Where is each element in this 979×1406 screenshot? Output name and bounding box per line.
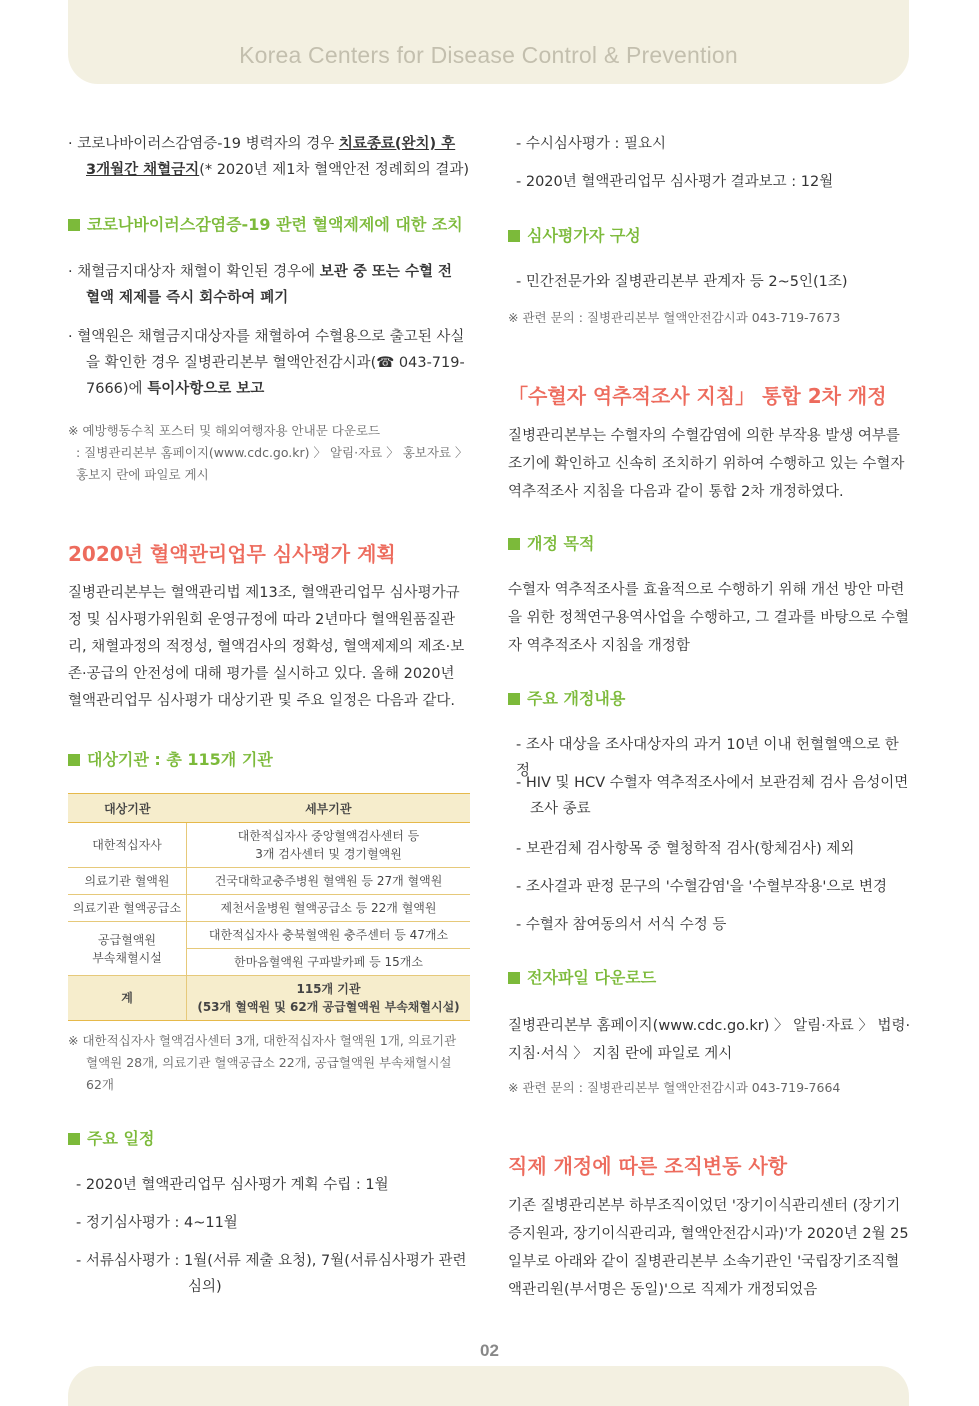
table-cell: 건국대학교충주병원 혈액원 등 27개 혈액원: [187, 868, 471, 895]
header-band: [68, 0, 909, 84]
subheading-main-schedule: 주요 일정: [68, 1127, 470, 1151]
bullet-item: · 코로나바이러스감염증-19 병력자의 경우 치료종료(완치) 후 3개월간 채혈금지(* 2020년 제1차 혈액안전 정례회의 결과): [68, 136, 470, 178]
page-number: 02: [480, 1341, 499, 1360]
schedule-item: - 정기심사평가 : 4~11월: [76, 1215, 238, 1231]
section-body-reorganization: 기존 질병관리본부 하부조직이었던 '장기이식관리센터 (장기기증지원과, 장기이식관리과, 혈액안전감시과)'가 2020년 2월 25일부로 아래와 같이 질병관리본부 소속기관인 '국립장기조직혈액관리원(부서명은 동일)'으로 직제가 개정되었음: [508, 1198, 909, 1298]
schedule-item: - 서류심사평가 : 1월(서류 제출 요청), 7월(서류심사평가 관련 심의): [76, 1253, 467, 1295]
subheading-revision-purpose: 개정 목적: [508, 532, 911, 556]
revision-item: - 조사결과 판정 문구의 '수혈감염'을 '수혈부작용'으로 변경: [516, 879, 887, 895]
section-title-review-plan: 2020년 혈액관리업무 심사평가 계획: [68, 542, 396, 566]
institutions-table-wrap: [68, 793, 470, 1021]
table-cell: 계: [68, 976, 187, 1021]
table-row: [68, 895, 470, 922]
schedule-item: - 2020년 혈액관리업무 심사평가 계획 수립 : 1월: [76, 1177, 389, 1193]
table-header-cell: 대상기관: [68, 794, 187, 823]
revision-item: - 조사 대상을 조사대상자의 과거 10년 이내 헌혈혈액으로 한정: [516, 737, 899, 779]
note-download: ※ 예방행동수칙 포스터 및 해외여행자용 안내문 다운로드 : 질병관리본부 홈페이지(www.cdc.go.kr) 〉 알림·자료 〉 홍보자료 〉 홍보지 란에 파일로 게시: [68, 423, 468, 482]
table-cell: 대한적십자사: [68, 823, 187, 868]
table-row: [68, 823, 470, 868]
composition-item: - 민간전문가와 질병관리본부 관계자 등 2~5인(1조): [516, 274, 848, 290]
schedule-item: - 2020년 혈액관리업무 심사평가 결과보고 : 12월: [516, 174, 834, 190]
table-cell: 115개 기관 (53개 혈액원 및 62개 공급혈액원 부속채혈시설): [187, 976, 471, 1021]
table-total-row: [68, 976, 470, 1021]
section-body-traceback: 질병관리본부는 수혈자의 수혈감염에 의한 부작용 발생 여부를 조기에 확인하고 신속히 조치하기 위하여 수행하고 있는 수혈자 역추적조사 지침을 다음과 같이 통합 2차 개정하였다.: [508, 428, 905, 500]
revision-item: - 보관검체 검사항목 중 혈청학적 검사(항체검사) 제외: [516, 841, 855, 857]
section-title-traceback: 「수혈자 역추적조사 지침」 통합 2차 개정: [508, 384, 887, 408]
table-row: [68, 868, 470, 895]
section-body-review-plan: 질병관리본부는 혈액관리법 제13조, 혈액관리업무 심사평가규정 및 심사평가위원회 운영규정에 따라 2년마다 혈액원품질관리, 채혈과정의 적정성, 혈액검사의 정확성, 혈액제제의 제조·보존·공급의 안전성에 대해 평가를 실시하고 있다. 올해 2020년 혈액관리업무 심사평가 대상기관 및 주요 일정은 다음과 같다.: [68, 585, 465, 709]
bullet-item: · 채혈금지대상자 채혈이 확인된 경우에 보관 중 또는 수혈 전 혈액 제제를 즉시 회수하여 폐기: [68, 264, 453, 306]
revision-item: - HIV 및 HCV 수혈자 역추적조사에서 보관검체 검사 음성이면 조사 종료: [516, 775, 909, 817]
table-header-row: [68, 794, 470, 823]
header-title: Korea Centers for Disease Control & Prevention: [239, 42, 738, 68]
subheading-file-download: 전자파일 다운로드: [508, 966, 911, 990]
table-cell: 제천서울병원 혈액공급소 등 22개 혈액원: [187, 895, 471, 922]
table-cell: 대한적십자사 중앙혈액검사센터 등 3개 검사센터 및 경기혈액원: [187, 823, 471, 868]
table-cell: 대한적십자사 충북혈액원 충주센터 등 47개소: [187, 922, 471, 949]
table-cell: 공급혈액원 부속채혈시설: [68, 922, 187, 976]
table-header-cell: 세부기관: [187, 794, 471, 823]
table-cell: 의료기관 혈액원: [68, 868, 187, 895]
institutions-table: [68, 793, 470, 1021]
note-inquiry: ※ 관련 문의 : 질병관리본부 혈액안전감시과 043-719-7673: [508, 310, 841, 325]
table-cell: 의료기관 혈액공급소: [68, 895, 187, 922]
section-title-reorganization: 직제 개정에 따른 조직변동 사항: [508, 1154, 788, 1178]
note-institution-count: ※ 대한적십자사 혈액검사센터 3개, 대한적십자사 혈액원 1개, 의료기관 혈액원 28개, 의료기관 혈액공급소 22개, 공급혈액원 부속채혈시설 62개: [68, 1033, 457, 1092]
table-cell: 한마음혈액원 구파발카페 등 15개소: [187, 949, 471, 976]
subheading-main-revisions: 주요 개정내용: [508, 687, 911, 711]
note-inquiry: ※ 관련 문의 : 질병관리본부 혈액안전감시과 043-719-7664: [508, 1080, 841, 1095]
schedule-item: - 수시심사평가 : 필요시: [516, 136, 667, 152]
bullet-item: · 혈액원은 채혈금지대상자를 채혈하여 수혈용으로 출고된 사실을 확인한 경우 질병관리본부 혈액안전감시과(☎ 043-719-7666)에 특이사항으로 보고: [68, 329, 465, 397]
revision-item: - 수혈자 참여동의서 서식 수정 등: [516, 917, 727, 933]
revision-purpose-text: 수혈자 역추적조사를 효율적으로 수행하기 위해 개선 방안 마련을 위한 정책연구용역사업을 수행하고, 그 결과를 바탕으로 수혈자 역추적조사 지침을 개정함: [508, 582, 910, 654]
subheading-target-institutions: 대상기관 : 총 115개 기관: [68, 748, 470, 772]
subheading-blood-product-measures: 코로나바이러스감염증-19 관련 혈액제제에 대한 조치: [68, 213, 470, 237]
footer-band: [68, 1366, 909, 1406]
download-text: 질병관리본부 홈페이지(www.cdc.go.kr) 〉 알림·자료 〉 법령·지침·서식 〉 지침 란에 파일로 게시: [508, 1018, 911, 1062]
table-row: [68, 922, 470, 949]
subheading-reviewer-composition: 심사평가자 구성: [508, 224, 911, 248]
